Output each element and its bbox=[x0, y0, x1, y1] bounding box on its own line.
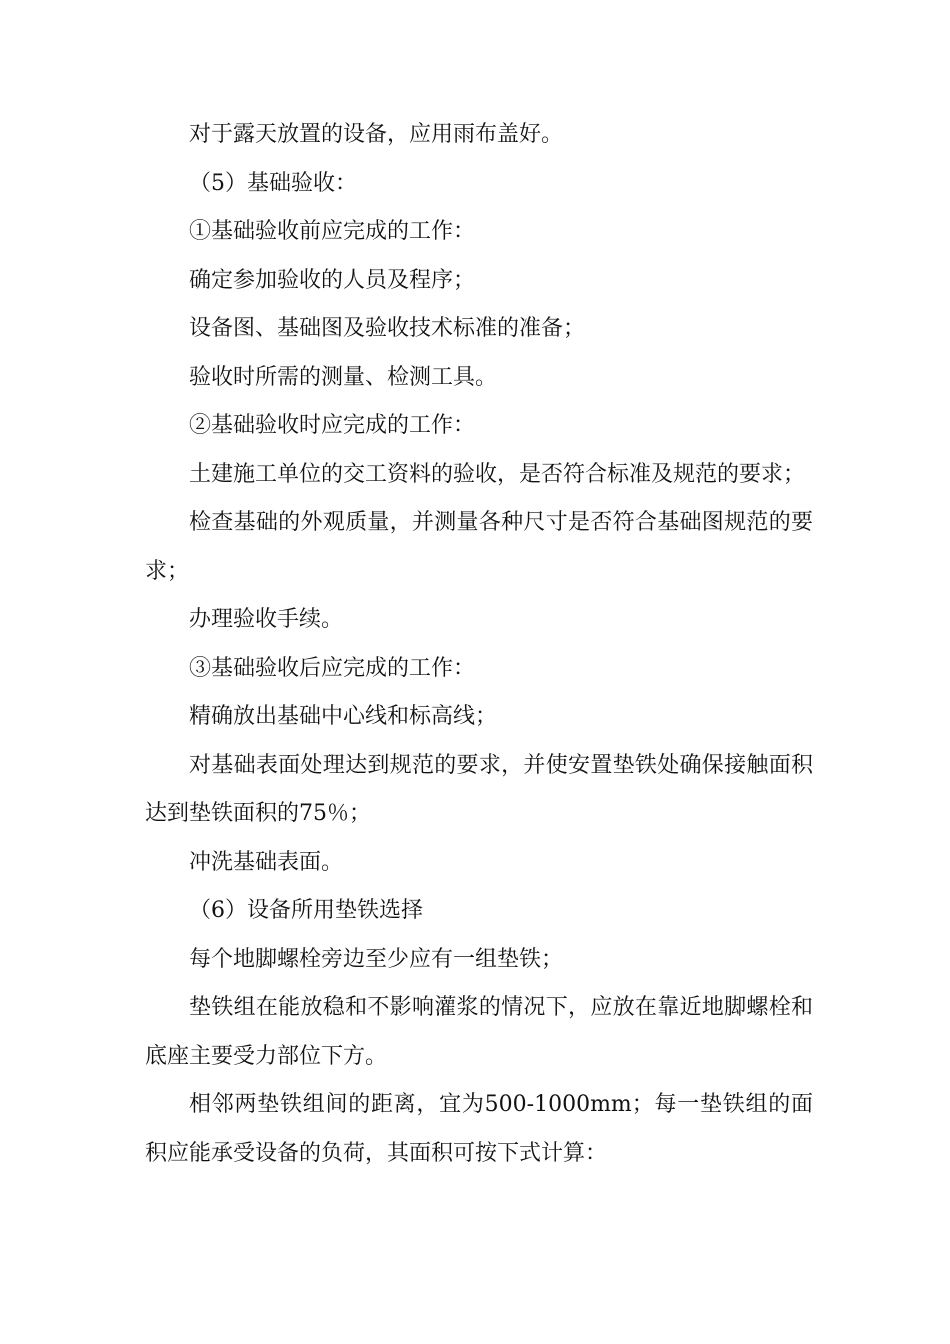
paragraph-personnel: 确定参加验收的人员及程序； bbox=[189, 267, 476, 293]
paragraph-wash-surface: 冲洗基础表面。 bbox=[189, 849, 344, 875]
paragraph-centerline: 精确放出基础中心线和标高线； bbox=[189, 704, 498, 729]
subheading-after-acceptance: ③基础验收后应完成的工作： bbox=[189, 655, 476, 681]
subheading-before-acceptance: ①基础验收前应完成的工作： bbox=[189, 219, 476, 244]
heading-shim-selection: （6）设备所用垫铁选择 bbox=[189, 898, 423, 923]
paragraph-rain-cover: 对于露天放置的设备，应用雨布盖好。 bbox=[189, 122, 564, 147]
heading-foundation-acceptance: （5）基础验收： bbox=[189, 170, 357, 196]
paragraph-shim-placement: 垫铁组在能放稳和不影响灌浆的情况下，应放在靠近地脚螺栓和底座主要受力部位下方。 bbox=[145, 995, 813, 1069]
paragraph-shim-per-bolt: 每个地脚螺栓旁边至少应有一组垫铁； bbox=[189, 946, 564, 972]
paragraph-tools: 验收时所需的测量、检测工具。 bbox=[189, 364, 498, 390]
paragraph-appearance-check: 检查基础的外观质量，并测量各种尺寸是否符合基础图规范的要求； bbox=[145, 510, 813, 584]
document-body bbox=[145, 111, 813, 1178]
paragraph-handover-docs: 土建施工单位的交工资料的验收，是否符合标准及规范的要求； bbox=[189, 461, 806, 487]
paragraph-drawings: 设备图、基础图及验收技术标准的准备； bbox=[189, 316, 586, 341]
paragraph-surface-treatment: 对基础表面处理达到规范的要求，并使安置垫铁处确保接触面积达到垫铁面积的75％； bbox=[145, 752, 813, 826]
subheading-during-acceptance: ②基础验收时应完成的工作： bbox=[189, 413, 476, 438]
paragraph-shim-spacing: 相邻两垫铁组间的距离，宜为500-1000mm；每一垫铁组的面积应能承受设备的负荷，其面积可按下式计算： bbox=[145, 1092, 813, 1166]
paragraph-procedures: 办理验收手续。 bbox=[189, 607, 344, 632]
